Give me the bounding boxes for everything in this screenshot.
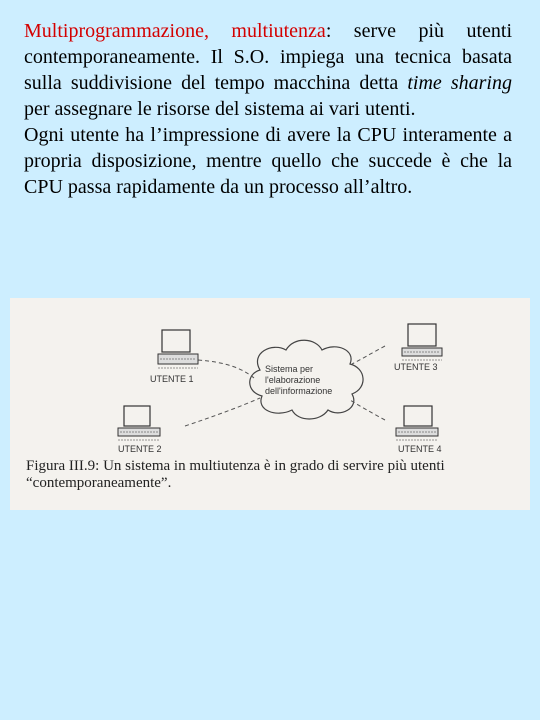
link-user1 [198, 360, 254, 378]
scanned-figure [10, 298, 530, 510]
user-4-label: UTENTE 4 [398, 444, 442, 454]
caption-prefix: Figura III.9: [26, 458, 100, 474]
user-1-label: UTENTE 1 [150, 374, 194, 384]
definition-term: Multiprogrammazione, multiutenza [24, 20, 326, 42]
cloud-label-line-1: Sistema per [265, 364, 314, 374]
italic-term: time sharing [407, 72, 512, 94]
paragraph-2: Ogni utente ha l’impressione di avere la CPU interamente a propria disposizione, mentre quello che succede è che la CPU passa rapidamente da un processo all’altro. [24, 124, 512, 198]
cloud-label-line-2: l'elaborazione [265, 375, 321, 385]
user-3-label: UTENTE 3 [394, 362, 438, 372]
terminal-user4-icon [396, 406, 438, 440]
link-user4 [350, 400, 385, 420]
paragraph-1 [24, 18, 512, 122]
text-block [24, 18, 512, 200]
figure-caption [26, 458, 526, 492]
terminal-user3-icon [402, 324, 442, 360]
paragraph-1-body-b: per assegnare le risorse del sistema ai vari utenti. [24, 98, 416, 120]
cloud-label-line-3: dell'informazione [265, 386, 333, 396]
user-2-label: UTENTE 2 [118, 444, 162, 454]
paragraph-1-body-a: : serve più utenti contemporaneamente. Il S.O. impiega una tecnica basata sulla suddivisione del tempo macchina detta [24, 20, 512, 94]
caption-text: Un sistema in multiutenza è in grado di servire più utenti “contemporaneamente”. [26, 458, 445, 491]
terminal-user1-icon [158, 330, 198, 368]
link-user2 [185, 398, 260, 426]
cloud-label [265, 364, 385, 397]
link-user3 [352, 346, 385, 364]
terminal-user2-icon [118, 406, 160, 440]
